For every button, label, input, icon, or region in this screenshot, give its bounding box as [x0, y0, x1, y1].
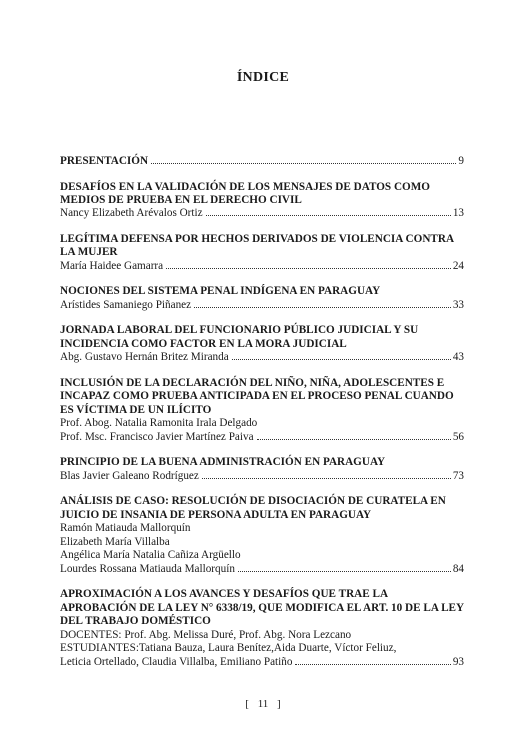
dot-leader: [232, 359, 451, 360]
author-name: Lourdes Rossana Matiauda Mallorquín: [60, 562, 235, 575]
toc-entry[interactable]: [60, 233, 464, 273]
entry-title: DESAFÍOS EN LA VALIDACIÓN DE LOS MENSAJES DE DATOS COMO MEDIOS DE PRUEBA EN EL DERECHO CIVIL: [60, 180, 430, 206]
author-name: Nancy Elizabeth Arévalos Ortiz: [60, 207, 203, 220]
toc-line: [60, 260, 464, 274]
table-of-contents: [60, 155, 464, 681]
entry-title: PRESENTACIÓN: [60, 155, 149, 167]
dot-leader: [206, 215, 451, 216]
author-name: Prof. Abog. Natalia Ramonita Irala Delgado: [60, 417, 258, 430]
entry-title: INCLUSIÓN DE LA DECLARACIÓN DEL NIÑO, NIÑA, ADOLESCENTES E INCAPAZ COMO PRUEBA ANTICIPADA EN EL PROCESO PENAL CUANDO ES VÍCTIMA DE UN ILÍCITO: [60, 376, 454, 416]
page-footer-number: [ 11 ]: [245, 698, 281, 710]
toc-line: [60, 656, 464, 670]
toc-entry[interactable]: [60, 495, 464, 576]
author-name: María Haidee Gamarra: [60, 259, 164, 272]
author-name: Prof. Msc. Francisco Javier Martínez Paiva: [60, 430, 254, 443]
author-name: Blas Javier Galeano Rodríguez: [60, 469, 199, 482]
dot-leader: [295, 664, 450, 665]
dot-leader: [166, 268, 451, 269]
page-number: 43: [452, 351, 464, 364]
author-name: ESTUDIANTES:Tatiana Bauza, Laura Benítez,Aida Duarte, Víctor Feliuz,: [60, 642, 397, 655]
author-name: Elizabeth María Villalba: [60, 535, 170, 548]
entry-title: APROXIMACIÓN A LOS AVANCES Y DESAFÍOS QUE TRAE LA APROBACIÓN DE LA LEY N° 6338/19, QUE MODIFICA EL ART. 10 DE LA LEY DEL TRABAJO DOMÉSTICO: [60, 588, 464, 628]
toc-line: [60, 431, 464, 445]
entry-title: JORNADA LABORAL DEL FUNCIONARIO PÚBLICO JUDICIAL Y SU INCIDENCIA COMO FACTOR EN LA MORA JUDICIAL: [60, 324, 419, 350]
entry-title: LEGÍTIMA DEFENSA POR HECHOS DERIVADOS DE VIOLENCIA CONTRA LA MUJER: [60, 233, 454, 259]
toc-line: [60, 207, 464, 221]
page-number: 9: [458, 155, 464, 167]
entry-title: ANÁLISIS DE CASO: RESOLUCIÓN DE DISOCIACIÓN DE CURATELA EN JUICIO DE INSANIA DE PERSONA ADULTA EN PARAGUAY: [60, 495, 446, 521]
dot-leader: [257, 439, 451, 440]
toc-line: [60, 299, 464, 313]
page-number: 93: [452, 655, 464, 668]
page-title: ÍNDICE: [236, 70, 290, 85]
toc-entry[interactable]: [60, 155, 464, 169]
dot-leader: [238, 571, 451, 572]
toc-entry[interactable]: [60, 588, 464, 669]
entry-title: NOCIONES DEL SISTEMA PENAL INDÍGENA EN PARAGUAY: [60, 285, 381, 298]
page-number: 24: [452, 259, 464, 272]
toc-entry[interactable]: [60, 181, 464, 221]
page-number: 13: [452, 207, 464, 220]
toc-line: [60, 563, 464, 577]
author-name: DOCENTES: Prof. Abg. Melissa Duré, Prof. Abg. Nora Lezcano: [60, 628, 352, 641]
dot-leader: [151, 163, 456, 164]
author-name: Abg. Gustavo Hernán Britez Miranda: [60, 351, 229, 364]
page-number: 73: [452, 469, 464, 482]
page-number: 56: [452, 430, 464, 443]
toc-entry[interactable]: [60, 285, 464, 312]
toc-entry[interactable]: [60, 324, 464, 364]
page-number: 33: [452, 298, 464, 311]
toc-line: [60, 470, 464, 484]
author-name: Leticia Ortellado, Claudia Villalba, Emiliano Patiño: [60, 655, 293, 668]
toc-entry[interactable]: [60, 456, 464, 483]
page-number: 84: [452, 562, 464, 575]
author-name: Ramón Matiauda Mallorquín: [60, 522, 191, 535]
dot-leader: [202, 478, 451, 479]
toc-entry[interactable]: [60, 377, 464, 444]
entry-title: PRINCIPIO DE LA BUENA ADMINISTRACIÓN EN PARAGUAY: [60, 456, 386, 469]
author-name: Arístides Samaniego Piñanez: [60, 298, 192, 311]
toc-line: [60, 351, 464, 365]
author-name: Angélica María Natalia Cañiza Argüello: [60, 549, 241, 562]
dot-leader: [194, 307, 451, 308]
toc-line: [60, 155, 464, 169]
